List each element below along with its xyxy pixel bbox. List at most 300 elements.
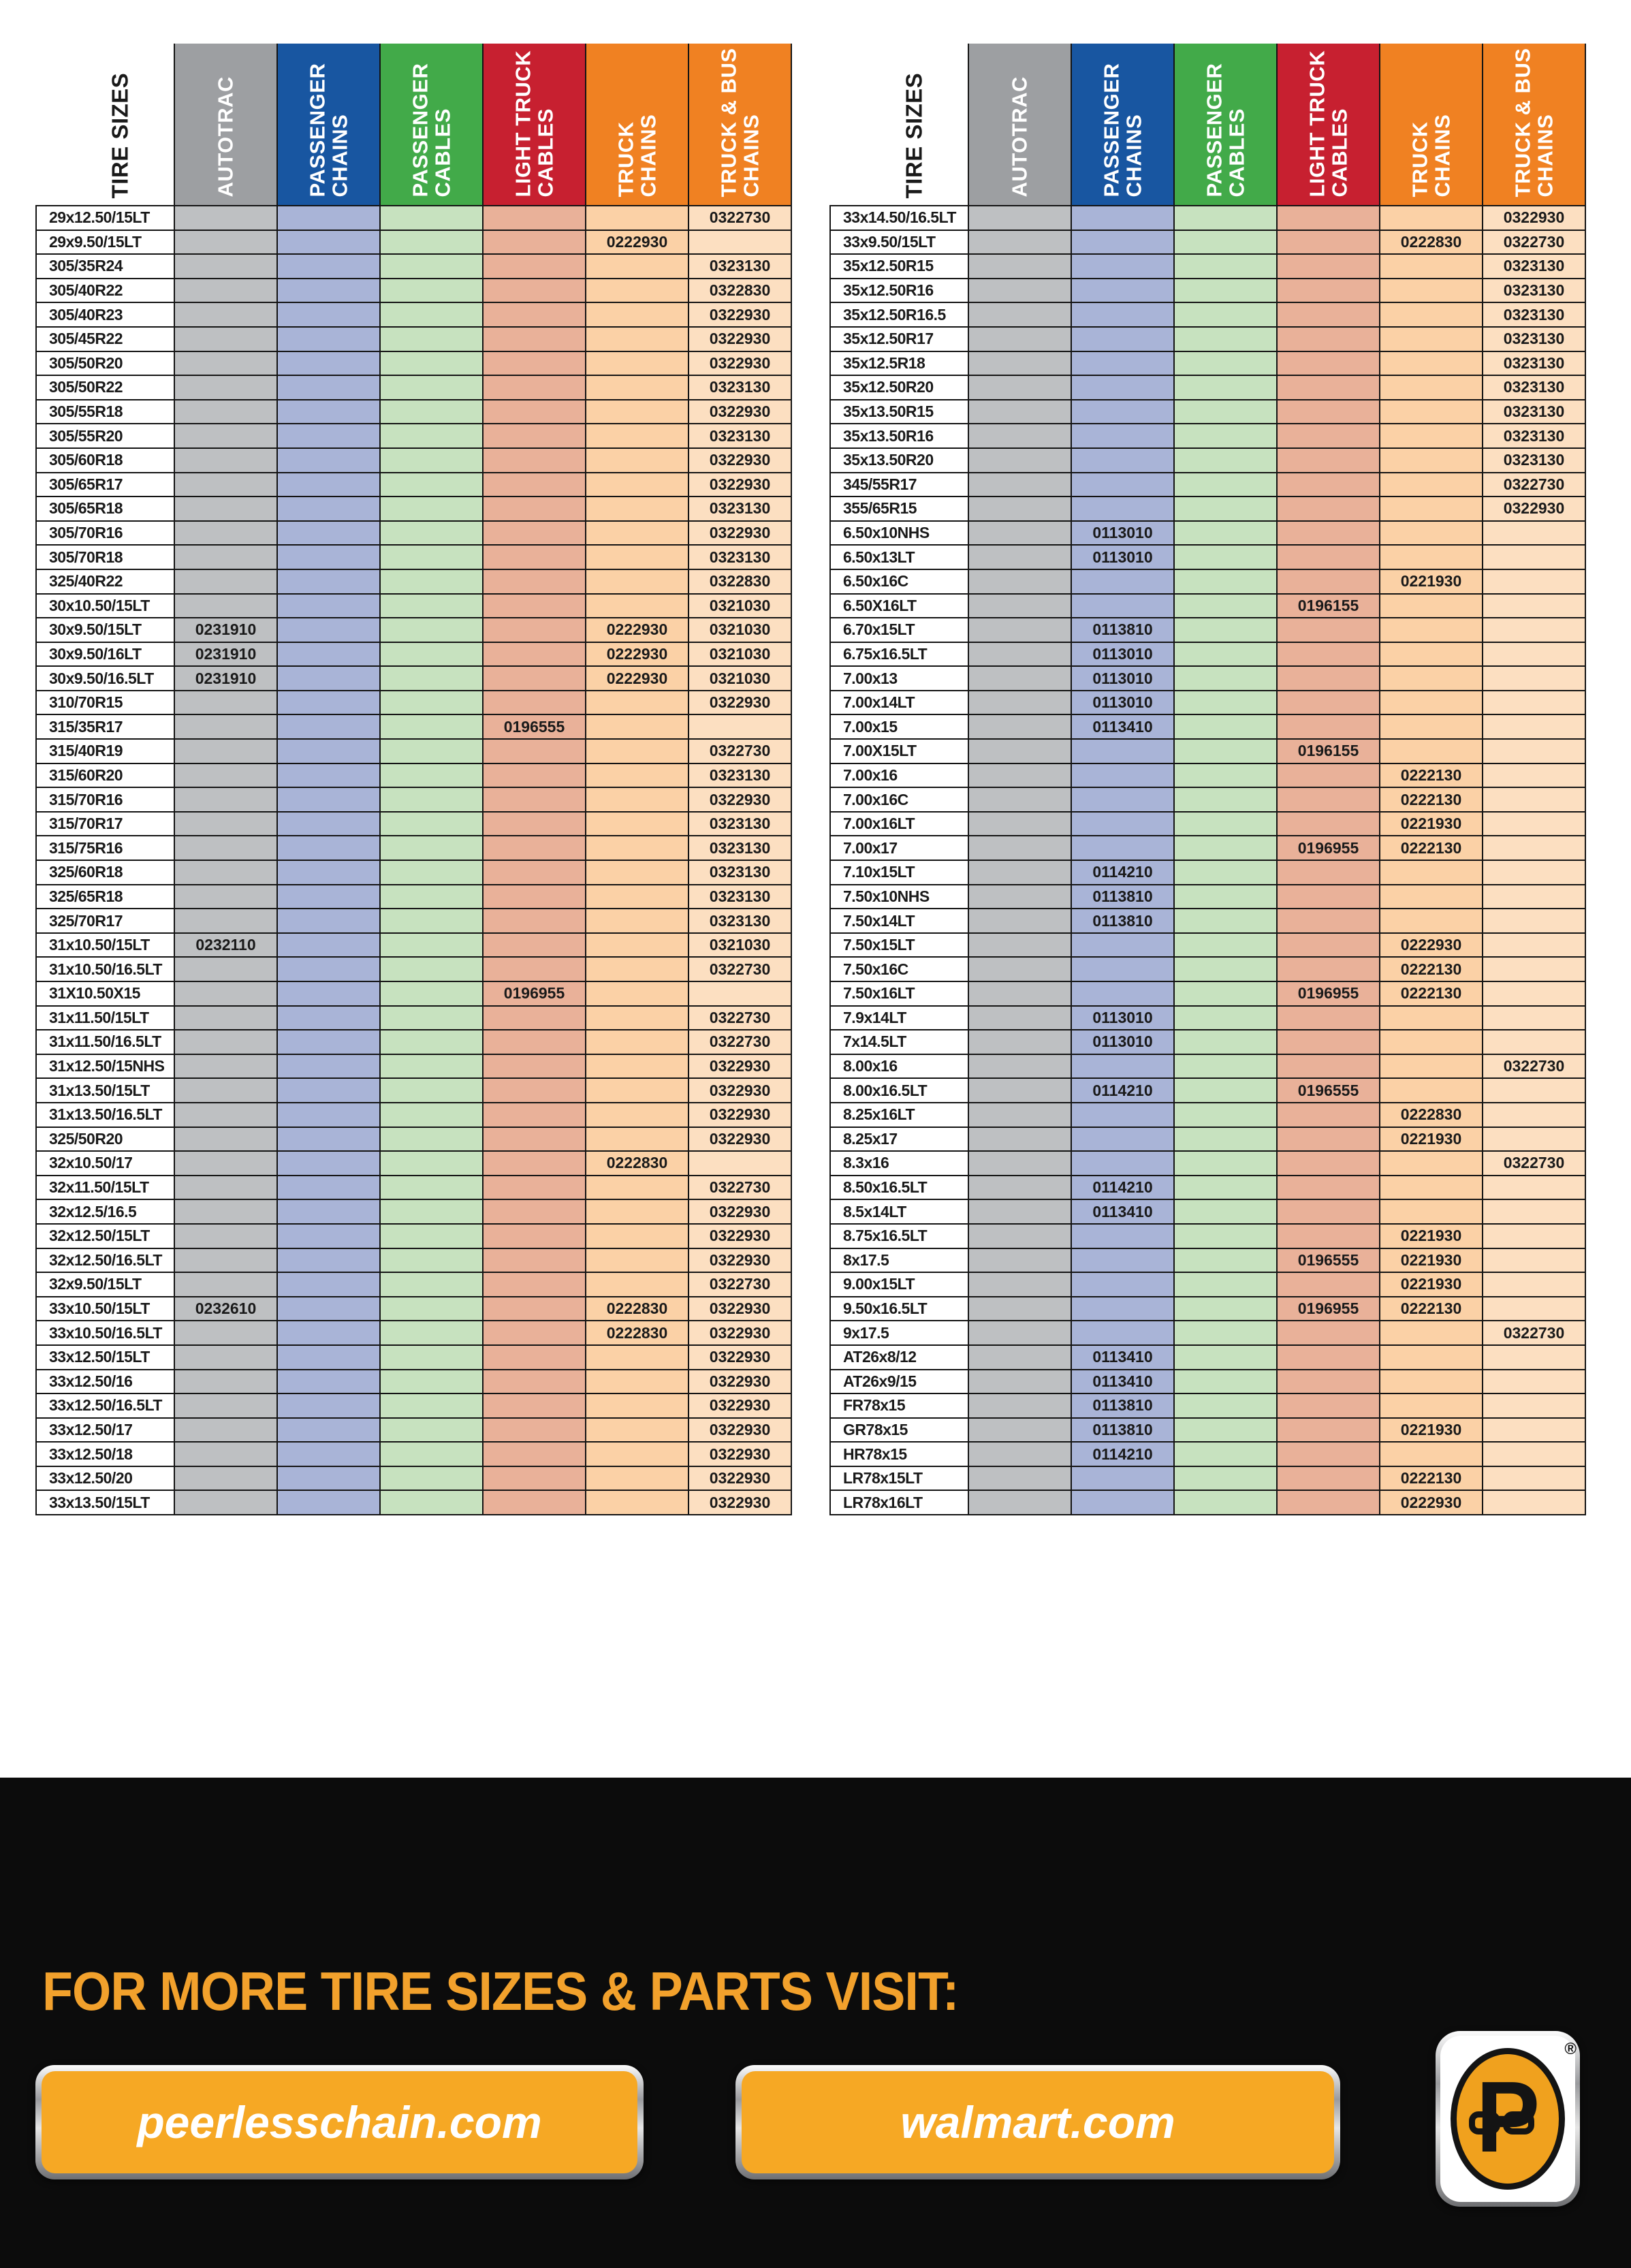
- tire-size-label: 32x12.50/15LT: [36, 1224, 174, 1248]
- empty-cell: [1277, 1370, 1380, 1394]
- empty-cell: [1071, 279, 1174, 303]
- part-number-cell: 0113810: [1071, 909, 1174, 933]
- tire-size-label: LR78x16LT: [830, 1490, 968, 1515]
- empty-cell: [174, 1199, 277, 1224]
- part-number-cell: 0113010: [1071, 1030, 1174, 1054]
- empty-cell: [483, 545, 586, 569]
- empty-cell: [1174, 1442, 1277, 1466]
- empty-cell: [1483, 642, 1585, 667]
- empty-cell: [586, 1418, 688, 1443]
- tire-size-label: 32x12.50/16.5LT: [36, 1248, 174, 1273]
- empty-cell: [1174, 521, 1277, 546]
- tire-size-label: 9.00x15LT: [830, 1272, 968, 1297]
- empty-cell: [174, 497, 277, 521]
- empty-cell: [1071, 1490, 1174, 1515]
- part-number-cell: 0222830: [586, 1297, 688, 1321]
- empty-cell: [380, 860, 483, 885]
- empty-cell: [1483, 1199, 1585, 1224]
- empty-cell: [1483, 1272, 1585, 1297]
- empty-cell: [380, 1272, 483, 1297]
- empty-cell: [1174, 351, 1277, 376]
- empty-cell: [1174, 448, 1277, 473]
- table-row: [830, 836, 1585, 860]
- empty-cell: [586, 885, 688, 909]
- table-row: [36, 569, 791, 594]
- part-number-cell: 0322930: [688, 1224, 791, 1248]
- part-number-cell: 0322730: [1483, 1151, 1585, 1176]
- table-row: [830, 763, 1585, 788]
- table-row: [830, 860, 1585, 885]
- empty-cell: [277, 1321, 380, 1345]
- empty-cell: [483, 1078, 586, 1103]
- part-number-cell: 0323130: [1483, 424, 1585, 448]
- tire-size-label: 32x9.50/15LT: [36, 1272, 174, 1297]
- tire-size-label: 7.50x15LT: [830, 933, 968, 958]
- empty-cell: [586, 594, 688, 618]
- part-number-cell: 0196955: [483, 981, 586, 1006]
- empty-cell: [968, 957, 1071, 981]
- part-number-cell: 0322930: [688, 1103, 791, 1127]
- part-number-cell: 0322930: [688, 1490, 791, 1515]
- empty-cell: [174, 1151, 277, 1176]
- empty-cell: [380, 666, 483, 691]
- empty-cell: [586, 1006, 688, 1030]
- empty-cell: [277, 1393, 380, 1418]
- empty-cell: [380, 1030, 483, 1054]
- table-row: [830, 1151, 1585, 1176]
- empty-cell: [1483, 1442, 1585, 1466]
- empty-cell: [380, 448, 483, 473]
- empty-cell: [1174, 1248, 1277, 1273]
- empty-cell: [277, 666, 380, 691]
- tire-size-label: 8.25x16LT: [830, 1103, 968, 1127]
- empty-cell: [1277, 1127, 1380, 1152]
- part-number-cell: 0323130: [1483, 302, 1585, 327]
- empty-cell: [174, 1442, 277, 1466]
- table-row: [36, 1176, 791, 1200]
- empty-cell: [380, 302, 483, 327]
- part-number-cell: 0113010: [1071, 545, 1174, 569]
- empty-cell: [586, 327, 688, 351]
- part-number-cell: 0114210: [1071, 1078, 1174, 1103]
- table-row: [830, 1442, 1585, 1466]
- empty-cell: [1380, 302, 1483, 327]
- header-cell: [174, 44, 277, 206]
- empty-cell: [277, 642, 380, 667]
- part-number-cell: 0113010: [1071, 691, 1174, 715]
- empty-cell: [174, 1127, 277, 1152]
- empty-cell: [586, 400, 688, 424]
- empty-cell: [586, 981, 688, 1006]
- empty-cell: [1174, 1103, 1277, 1127]
- empty-cell: [1174, 594, 1277, 618]
- table-row: [36, 763, 791, 788]
- empty-cell: [277, 957, 380, 981]
- empty-cell: [1071, 836, 1174, 860]
- part-number-cell: 0323130: [1483, 279, 1585, 303]
- tire-size-label: 31X10.50X15: [36, 981, 174, 1006]
- empty-cell: [277, 230, 380, 255]
- part-number-cell: 0323130: [688, 812, 791, 836]
- empty-cell: [380, 206, 483, 230]
- tire-size-label: 33x12.50/18: [36, 1442, 174, 1466]
- empty-cell: [1277, 787, 1380, 812]
- empty-cell: [277, 521, 380, 546]
- empty-cell: [586, 1078, 688, 1103]
- column-header-truck-chains: TRUCK CHAINS: [1408, 114, 1454, 198]
- header-cell: [688, 44, 791, 206]
- table-row: [830, 1006, 1585, 1030]
- empty-cell: [968, 521, 1071, 546]
- empty-cell: [174, 1054, 277, 1079]
- part-number-cell: 0322730: [688, 1272, 791, 1297]
- part-number-cell: 0196955: [1277, 981, 1380, 1006]
- empty-cell: [1174, 1345, 1277, 1370]
- empty-cell: [1483, 739, 1585, 763]
- table-row: [36, 254, 791, 279]
- empty-cell: [277, 1078, 380, 1103]
- empty-cell: [1071, 1297, 1174, 1321]
- empty-cell: [277, 787, 380, 812]
- empty-cell: [380, 1054, 483, 1079]
- empty-cell: [1277, 545, 1380, 569]
- empty-cell: [1071, 473, 1174, 497]
- empty-cell: [968, 1127, 1071, 1152]
- tire-size-label: 315/70R16: [36, 787, 174, 812]
- column-header-light-truck-cables: LIGHT TRUCK CABLES: [1305, 50, 1351, 198]
- tire-size-label: 33x12.50/20: [36, 1466, 174, 1491]
- tire-size-label: 8.3x16: [830, 1151, 968, 1176]
- empty-cell: [1483, 860, 1585, 885]
- empty-cell: [380, 1248, 483, 1273]
- part-number-cell: 0321030: [688, 642, 791, 667]
- table-row: [36, 933, 791, 958]
- empty-cell: [586, 424, 688, 448]
- tire-size-label: 7.00x16C: [830, 787, 968, 812]
- empty-cell: [1071, 1054, 1174, 1079]
- tire-size-label: 33x12.50/17: [36, 1418, 174, 1443]
- empty-cell: [1174, 1370, 1277, 1394]
- tire-size-label: 6.50X16LT: [830, 594, 968, 618]
- table-row: [36, 302, 791, 327]
- empty-cell: [1174, 909, 1277, 933]
- empty-cell: [1277, 1006, 1380, 1030]
- part-number-cell: 0323130: [688, 909, 791, 933]
- empty-cell: [277, 569, 380, 594]
- walmart-link-button[interactable]: [735, 2065, 1340, 2179]
- empty-cell: [483, 448, 586, 473]
- chain-link-icon: [1469, 2111, 1534, 2135]
- empty-cell: [968, 1442, 1071, 1466]
- part-number-cell: 0322730: [688, 1030, 791, 1054]
- empty-cell: [1380, 1054, 1483, 1079]
- tire-size-label: 35x12.50R17: [830, 327, 968, 351]
- part-number-cell: 0113010: [1071, 666, 1174, 691]
- empty-cell: [1483, 618, 1585, 642]
- part-number-cell: 0322730: [688, 206, 791, 230]
- empty-cell: [483, 933, 586, 958]
- empty-cell: [277, 739, 380, 763]
- table-row: [36, 473, 791, 497]
- tire-size-label: GR78x15: [830, 1418, 968, 1443]
- part-number-cell: 0322730: [1483, 473, 1585, 497]
- empty-cell: [277, 1418, 380, 1443]
- part-number-cell: 0322730: [1483, 230, 1585, 255]
- part-number-cell: 0322730: [688, 1006, 791, 1030]
- tire-size-label: 305/65R17: [36, 473, 174, 497]
- empty-cell: [380, 981, 483, 1006]
- part-number-cell: 0323130: [1483, 448, 1585, 473]
- empty-cell: [1174, 1054, 1277, 1079]
- empty-cell: [380, 836, 483, 860]
- empty-cell: [1380, 351, 1483, 376]
- empty-cell: [1380, 594, 1483, 618]
- tire-size-label: HR78x15: [830, 1442, 968, 1466]
- empty-cell: [1174, 739, 1277, 763]
- table-row: [830, 1418, 1585, 1443]
- empty-cell: [277, 1442, 380, 1466]
- table-row: [36, 1297, 791, 1321]
- empty-cell: [380, 1321, 483, 1345]
- empty-cell: [483, 691, 586, 715]
- empty-cell: [277, 351, 380, 376]
- empty-cell: [586, 763, 688, 788]
- part-number-cell: 0222830: [586, 1321, 688, 1345]
- part-number-cell: 0113010: [1071, 521, 1174, 546]
- empty-cell: [174, 594, 277, 618]
- empty-cell: [1380, 1345, 1483, 1370]
- empty-cell: [968, 1224, 1071, 1248]
- table-row: [36, 618, 791, 642]
- empty-cell: [586, 254, 688, 279]
- empty-cell: [1174, 714, 1277, 739]
- empty-cell: [1071, 787, 1174, 812]
- empty-cell: [1174, 327, 1277, 351]
- column-header-passenger-chains: PASSENGER CHAINS: [305, 63, 351, 198]
- table-row: [830, 1078, 1585, 1103]
- header-cell: [830, 44, 968, 206]
- empty-cell: [968, 981, 1071, 1006]
- empty-cell: [483, 569, 586, 594]
- table-row: [36, 714, 791, 739]
- empty-cell: [586, 375, 688, 400]
- empty-cell: [1483, 836, 1585, 860]
- tire-size-label: 7.00x15: [830, 714, 968, 739]
- part-number-cell: 0114210: [1071, 860, 1174, 885]
- tire-size-label: 30x10.50/15LT: [36, 594, 174, 618]
- part-number-cell: 0323130: [688, 254, 791, 279]
- empty-cell: [1174, 860, 1277, 885]
- empty-cell: [586, 812, 688, 836]
- part-number-cell: 0222130: [1380, 1297, 1483, 1321]
- empty-cell: [483, 885, 586, 909]
- empty-cell: [586, 1224, 688, 1248]
- empty-cell: [586, 909, 688, 933]
- empty-cell: [483, 860, 586, 885]
- table-row: [830, 594, 1585, 618]
- empty-cell: [968, 1103, 1071, 1127]
- empty-cell: [1174, 1176, 1277, 1200]
- empty-cell: [380, 787, 483, 812]
- empty-cell: [380, 1490, 483, 1515]
- tire-size-label: 7.00x16: [830, 763, 968, 788]
- empty-cell: [1174, 981, 1277, 1006]
- part-number-cell: 0221930: [1380, 1224, 1483, 1248]
- part-number-cell: 0322930: [688, 1442, 791, 1466]
- empty-cell: [968, 1490, 1071, 1515]
- empty-cell: [1174, 618, 1277, 642]
- tire-size-label: 8.00x16.5LT: [830, 1078, 968, 1103]
- tire-size-label: 29x12.50/15LT: [36, 206, 174, 230]
- tire-size-label: 9x17.5: [830, 1321, 968, 1345]
- tire-size-label: 33x14.50/16.5LT: [830, 206, 968, 230]
- part-number-cell: 0322730: [688, 739, 791, 763]
- table-row: [36, 1345, 791, 1370]
- empty-cell: [174, 714, 277, 739]
- empty-cell: [380, 1006, 483, 1030]
- table-row: [830, 497, 1585, 521]
- part-number-cell: 0322930: [688, 302, 791, 327]
- empty-cell: [277, 375, 380, 400]
- empty-cell: [277, 1370, 380, 1394]
- empty-cell: [1277, 812, 1380, 836]
- empty-cell: [174, 279, 277, 303]
- part-number-cell: 0322930: [688, 1393, 791, 1418]
- empty-cell: [586, 1370, 688, 1394]
- part-number-cell: 0222830: [1380, 230, 1483, 255]
- table-row: [830, 569, 1585, 594]
- part-number-cell: 0322930: [688, 1248, 791, 1273]
- empty-cell: [968, 1176, 1071, 1200]
- empty-cell: [483, 642, 586, 667]
- empty-cell: [1483, 545, 1585, 569]
- tire-size-label: 325/40R22: [36, 569, 174, 594]
- tire-size-label: 35x13.50R16: [830, 424, 968, 448]
- empty-cell: [1483, 1103, 1585, 1127]
- empty-cell: [1483, 763, 1585, 788]
- table-row: [830, 1490, 1585, 1515]
- part-number-cell: 0222130: [1380, 836, 1483, 860]
- table-row: [830, 1370, 1585, 1394]
- table-row: [830, 473, 1585, 497]
- empty-cell: [1071, 594, 1174, 618]
- empty-cell: [1174, 1297, 1277, 1321]
- empty-cell: [968, 448, 1071, 473]
- column-header-truck-bus-chains: TRUCK & BUS CHAINS: [1510, 48, 1557, 198]
- part-number-cell: 0196955: [1277, 1297, 1380, 1321]
- table-row: [830, 1345, 1585, 1370]
- empty-cell: [277, 254, 380, 279]
- empty-cell: [380, 1345, 483, 1370]
- table-row: [830, 521, 1585, 546]
- empty-cell: [1483, 714, 1585, 739]
- empty-cell: [380, 909, 483, 933]
- walmart-link-label[interactable]: walmart.com: [742, 2071, 1334, 2173]
- empty-cell: [1277, 957, 1380, 981]
- table-row: [36, 691, 791, 715]
- part-number-cell: 0196555: [1277, 1078, 1380, 1103]
- part-number-cell: 0221930: [1380, 1272, 1483, 1297]
- empty-cell: [277, 424, 380, 448]
- empty-cell: [174, 230, 277, 255]
- empty-cell: [1483, 1030, 1585, 1054]
- tire-size-label: 31x10.50/15LT: [36, 933, 174, 958]
- empty-cell: [380, 473, 483, 497]
- empty-cell: [968, 1006, 1071, 1030]
- part-number-cell: 0323130: [688, 763, 791, 788]
- peerless-logo: [1436, 2031, 1580, 2207]
- tire-size-label: 305/70R18: [36, 545, 174, 569]
- empty-cell: [1277, 1321, 1380, 1345]
- table-row: [36, 424, 791, 448]
- empty-cell: [1483, 1078, 1585, 1103]
- empty-cell: [1277, 1176, 1380, 1200]
- peerlesschain-link-button[interactable]: [35, 2065, 644, 2179]
- empty-cell: [483, 1248, 586, 1273]
- table-row: [830, 1248, 1585, 1273]
- empty-cell: [968, 812, 1071, 836]
- empty-cell: [380, 933, 483, 958]
- tire-size-label: 31x10.50/16.5LT: [36, 957, 174, 981]
- empty-cell: [1174, 933, 1277, 958]
- empty-cell: [1174, 885, 1277, 909]
- empty-cell: [1380, 473, 1483, 497]
- table-row: [36, 1127, 791, 1152]
- empty-cell: [586, 691, 688, 715]
- empty-cell: [1483, 957, 1585, 981]
- empty-cell: [483, 1224, 586, 1248]
- part-number-cell: 0222130: [1380, 957, 1483, 981]
- tire-size-label: 305/60R18: [36, 448, 174, 473]
- empty-cell: [380, 254, 483, 279]
- empty-cell: [380, 1224, 483, 1248]
- empty-cell: [688, 981, 791, 1006]
- empty-cell: [277, 1006, 380, 1030]
- empty-cell: [968, 666, 1071, 691]
- header-cell: [1174, 44, 1277, 206]
- tire-size-label: 30x9.50/15LT: [36, 618, 174, 642]
- empty-cell: [968, 569, 1071, 594]
- empty-cell: [174, 206, 277, 230]
- empty-cell: [968, 545, 1071, 569]
- empty-cell: [968, 739, 1071, 763]
- empty-cell: [1174, 812, 1277, 836]
- empty-cell: [586, 1442, 688, 1466]
- part-number-cell: 0322930: [688, 1127, 791, 1152]
- empty-cell: [380, 739, 483, 763]
- empty-cell: [1277, 327, 1380, 351]
- peerlesschain-link-label[interactable]: peerlesschain.com: [42, 2071, 637, 2173]
- table-row: [36, 1151, 791, 1176]
- empty-cell: [1071, 206, 1174, 230]
- empty-cell: [174, 1176, 277, 1200]
- empty-cell: [1174, 424, 1277, 448]
- empty-cell: [1380, 691, 1483, 715]
- empty-cell: [968, 594, 1071, 618]
- part-number-cell: 0222930: [1380, 1490, 1483, 1515]
- part-number-cell: 0196555: [1277, 1248, 1380, 1273]
- empty-cell: [1277, 230, 1380, 255]
- part-number-cell: 0196155: [1277, 739, 1380, 763]
- empty-cell: [1174, 1199, 1277, 1224]
- empty-cell: [174, 545, 277, 569]
- table-row: [830, 957, 1585, 981]
- empty-cell: [483, 594, 586, 618]
- empty-cell: [277, 279, 380, 303]
- empty-cell: [1174, 302, 1277, 327]
- header-cell: [36, 44, 174, 206]
- empty-cell: [174, 400, 277, 424]
